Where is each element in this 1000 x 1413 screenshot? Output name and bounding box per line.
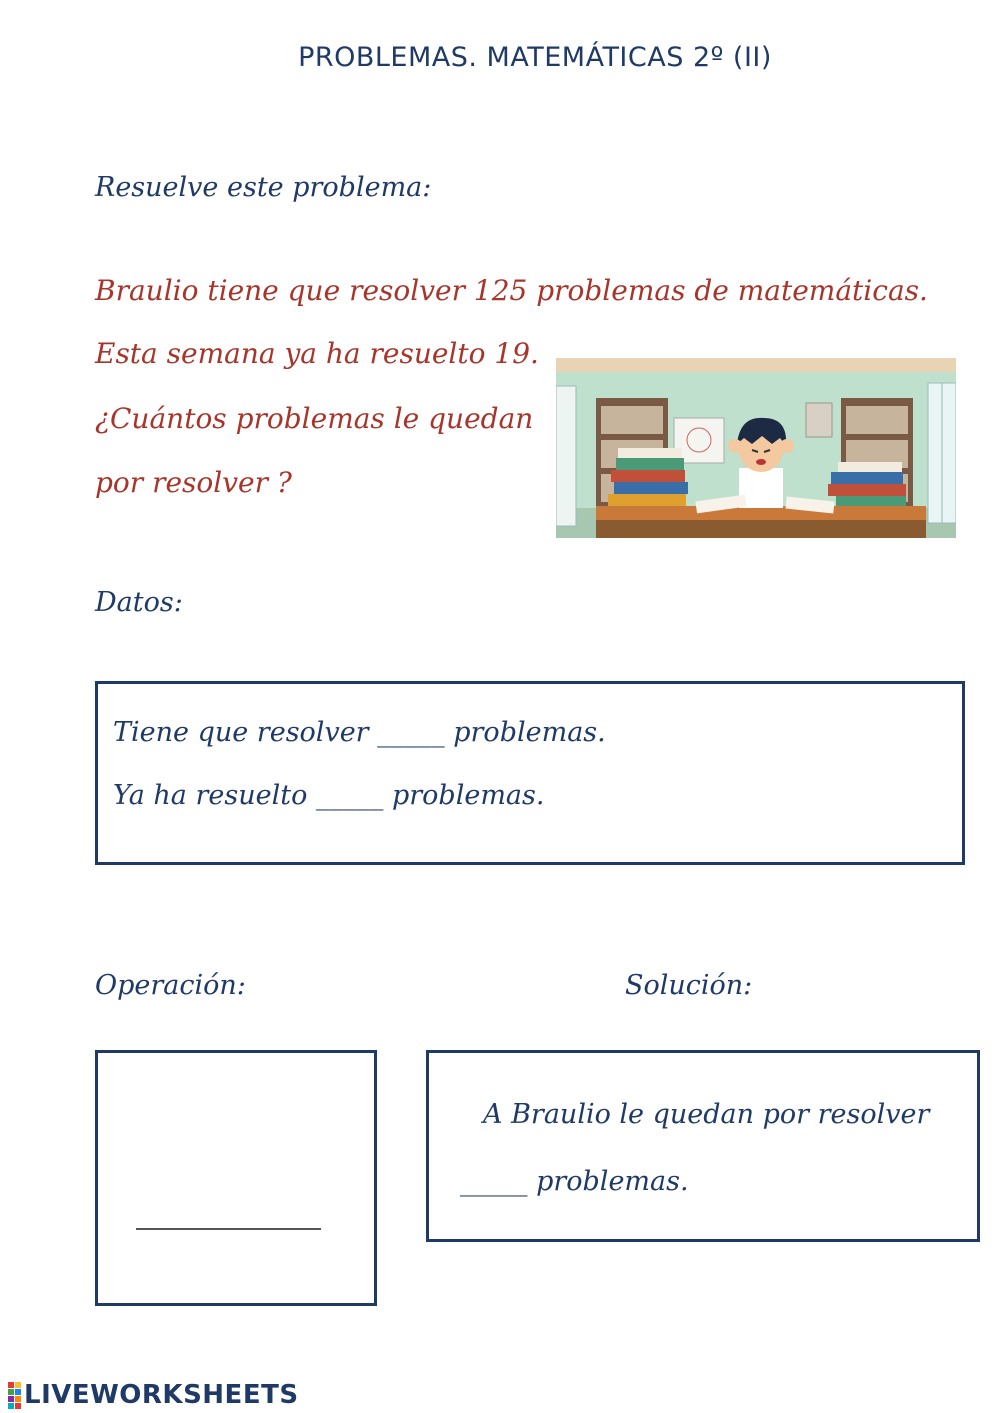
problem-line-1: Braulio tiene que resolver 125 problemas de matemáticas. xyxy=(95,274,928,307)
instruction-heading: Resuelve este problema: xyxy=(95,172,432,203)
footer-brand-text: LIVEWORKSHEETS xyxy=(24,1380,299,1410)
datos-line-1: Tiene que resolver _____ problemas. xyxy=(113,717,606,748)
problem-line-2: Esta semana ya ha resuelto 19. xyxy=(95,337,539,370)
operacion-answer-line[interactable] xyxy=(136,1228,321,1230)
datos-label: Datos: xyxy=(95,587,183,618)
solucion-line-2: _____ problemas. xyxy=(460,1166,689,1197)
solucion-label: Solución: xyxy=(625,970,753,1001)
datos-box xyxy=(95,681,965,865)
footer-brand xyxy=(8,1380,299,1410)
classroom-illustration xyxy=(556,358,956,538)
operacion-box xyxy=(95,1050,377,1306)
problem-line-4: por resolver ? xyxy=(95,466,292,499)
operacion-label: Operación: xyxy=(95,970,246,1001)
solucion-box xyxy=(426,1050,980,1242)
page-title: PROBLEMAS. MATEMÁTICAS 2º (II) xyxy=(298,42,772,73)
liveworksheets-logo-icon xyxy=(8,1382,21,1409)
solucion-line-1: A Braulio le quedan por resolver xyxy=(483,1099,930,1130)
problem-line-3: ¿Cuántos problemas le quedan xyxy=(95,402,534,435)
datos-line-2: Ya ha resuelto _____ problemas. xyxy=(113,780,545,811)
